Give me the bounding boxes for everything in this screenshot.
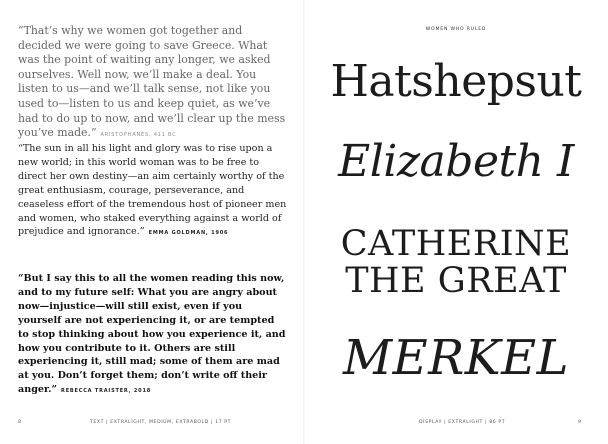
running-head: WOMEN WHO RULED	[425, 27, 487, 32]
folio-caption-right: DISPLAY | EXTRALIGHT | 86 PT	[419, 420, 506, 425]
quote-attribution: REBECCA TRAISTER, 2018	[61, 388, 152, 395]
quote-attribution: ARISTOPHANES, 411 BC	[100, 132, 177, 139]
quote-attribution: EMMA GOLDMAN, 1906	[148, 230, 229, 237]
quote-aristophanes	[18, 24, 288, 143]
quote-text: “That’s why we women got together and decided we were going to save Greece. What was the point of waiting any longer, we asked ourselves. Well now, we’ll make a deal. You listen to us—and we’ll talk sense, not like you used to—listen to us and keep quiet, as we’ve had to do up to now, and we’ll clear up the mess you’ve made.”	[18, 24, 286, 140]
page-number-left: 8	[18, 420, 22, 425]
display-name-elizabeth: Elizabeth I	[338, 136, 574, 187]
display-name-catherine-text: CATHERINE THE GREAT	[340, 224, 572, 301]
quote-text: “But I say this to all the women reading this now, and to my future self: What you are angry about now—injustice—will still exist, even if you yourself are not experiencing it, or are tempted to stop thinking about how you experience it, and how you contribute to it. Others are still experiencing it, still mad; some of them are mad at you. Don’t forget them; don’t write off their anger.”	[18, 273, 286, 396]
quote-emma-goldman	[18, 142, 288, 241]
right-page	[304, 0, 608, 444]
display-name-catherine	[304, 226, 608, 300]
page-number-right: 9	[578, 420, 582, 425]
display-name-merkel: MERKEL	[342, 330, 570, 386]
display-name-hatshepsut: Hatshepsut	[330, 56, 582, 107]
quote-rebecca-traister	[18, 272, 288, 399]
folio-caption-left: TEXT | EXTRALIGHT, MEDIUM, EXTRABOLD | 17 PT	[90, 420, 232, 425]
quote-text: “The sun in all his light and glory was to rise upon a new world; in this world woman was to be free to direct her own destiny—an aim certainly worthy of the great enthusiasm, courage, perseverance, and ceaseless effort of the tremendous host of pioneer men and women, who staked everything against a world of prejudice and ignorance.”	[18, 143, 287, 238]
